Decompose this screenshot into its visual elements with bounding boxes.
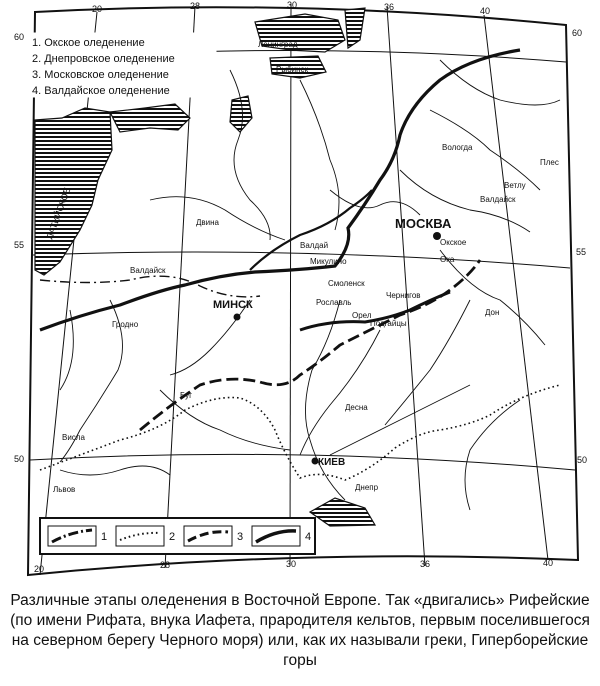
valdai-east-label: Валдайск <box>480 195 516 204</box>
bottom-degree-5: 40 <box>543 558 554 568</box>
left-degree-3: 50 <box>14 454 25 464</box>
top-degree-2: 28 <box>190 1 201 11</box>
minsk-marker <box>234 314 241 321</box>
left-degree-1: 60 <box>14 32 25 42</box>
roslavl-label: Рославль <box>316 298 352 307</box>
grodno-label: Гродно <box>112 320 139 329</box>
place-labels <box>44 40 559 494</box>
minsk-label: МИНСК <box>213 299 253 311</box>
leningrad-label: Ленинград <box>258 40 298 49</box>
kiev-label: КИЕВ <box>318 457 346 468</box>
chernigov-label: Чернигов <box>386 291 421 300</box>
black-sea <box>310 498 375 526</box>
legend-symbol-2-label: 2 <box>169 531 176 543</box>
right-degree-1: 60 <box>572 28 583 38</box>
rybinsk-label: Рыбинск <box>276 65 309 74</box>
legend-symbol-4-label: 4 <box>305 531 312 543</box>
bottom-degree-3: 30 <box>286 559 297 569</box>
bug-label: Буг <box>180 391 192 400</box>
vetlu-label: Ветлу <box>504 181 526 190</box>
vologda-label: Вологда <box>442 143 473 152</box>
top-degree-1: 20 <box>92 4 103 14</box>
lvov-label: Львов <box>53 485 76 494</box>
plyos-label: Плес <box>540 158 559 167</box>
top-degree-5: 40 <box>480 6 491 16</box>
right-degree-2: 55 <box>576 247 587 257</box>
legend-symbol-1-label: 1 <box>101 531 108 543</box>
mikulino-label: Микулино <box>310 257 347 266</box>
top-degree-3: 30 <box>287 0 298 10</box>
baltic-label: ЛАТИЙСКОЕ <box>44 186 73 241</box>
smolensk-label: Смоленск <box>328 279 365 288</box>
bottom-degree-2: 28 <box>160 560 171 570</box>
legend-symbols <box>40 518 315 554</box>
orel-label: Орел <box>352 311 372 320</box>
dvina-label: Двина <box>196 218 220 227</box>
top-degree-4: 36 <box>384 2 395 12</box>
legend-item-3: 3. Московское оледенение <box>32 69 169 81</box>
oksky-label: Окское <box>440 238 467 247</box>
baltic-sea <box>35 108 112 275</box>
legend-item-4: 4. Валдайское оледенение <box>32 85 170 97</box>
visla-label: Висла <box>62 433 85 442</box>
lake-onega <box>345 8 365 48</box>
podgaitsy-label: Подгайцы <box>370 319 407 328</box>
legend-list <box>26 33 216 97</box>
moscow-label: МОСКВА <box>395 216 452 231</box>
dnepr-label: Днепр <box>355 483 379 492</box>
dnieper-glaciation-line <box>40 385 560 480</box>
legend-item-2: 2. Днепровское оледенение <box>32 53 175 65</box>
oka-label: Ока <box>440 255 455 264</box>
left-degree-2: 55 <box>14 240 25 250</box>
gulf-of-finland <box>110 104 190 132</box>
moscow-glaciation-line <box>140 260 480 430</box>
legend-item-1: 1. Окское оледенение <box>32 37 145 49</box>
don-label: Дон <box>485 308 500 317</box>
bottom-degree-4: 36 <box>420 559 431 569</box>
legend-symbol-3-label: 3 <box>237 531 244 543</box>
figure-caption: Различные этапы оледенения в Восточной Европе. Так «двигались» Рифейские (по имени Рифата, внука Иафета, прародителя кельтов, первым поселившегося на северном берегу Черного моря) или, как их называли греки, Гиперборейские горы <box>10 592 590 669</box>
valdai-hills-label: Валдай <box>300 241 329 250</box>
desna-label: Десна <box>345 403 368 412</box>
bottom-degree-1: 20 <box>34 564 45 574</box>
right-degree-3: 50 <box>577 455 588 465</box>
valdai-west-label: Валдайск <box>130 266 166 275</box>
